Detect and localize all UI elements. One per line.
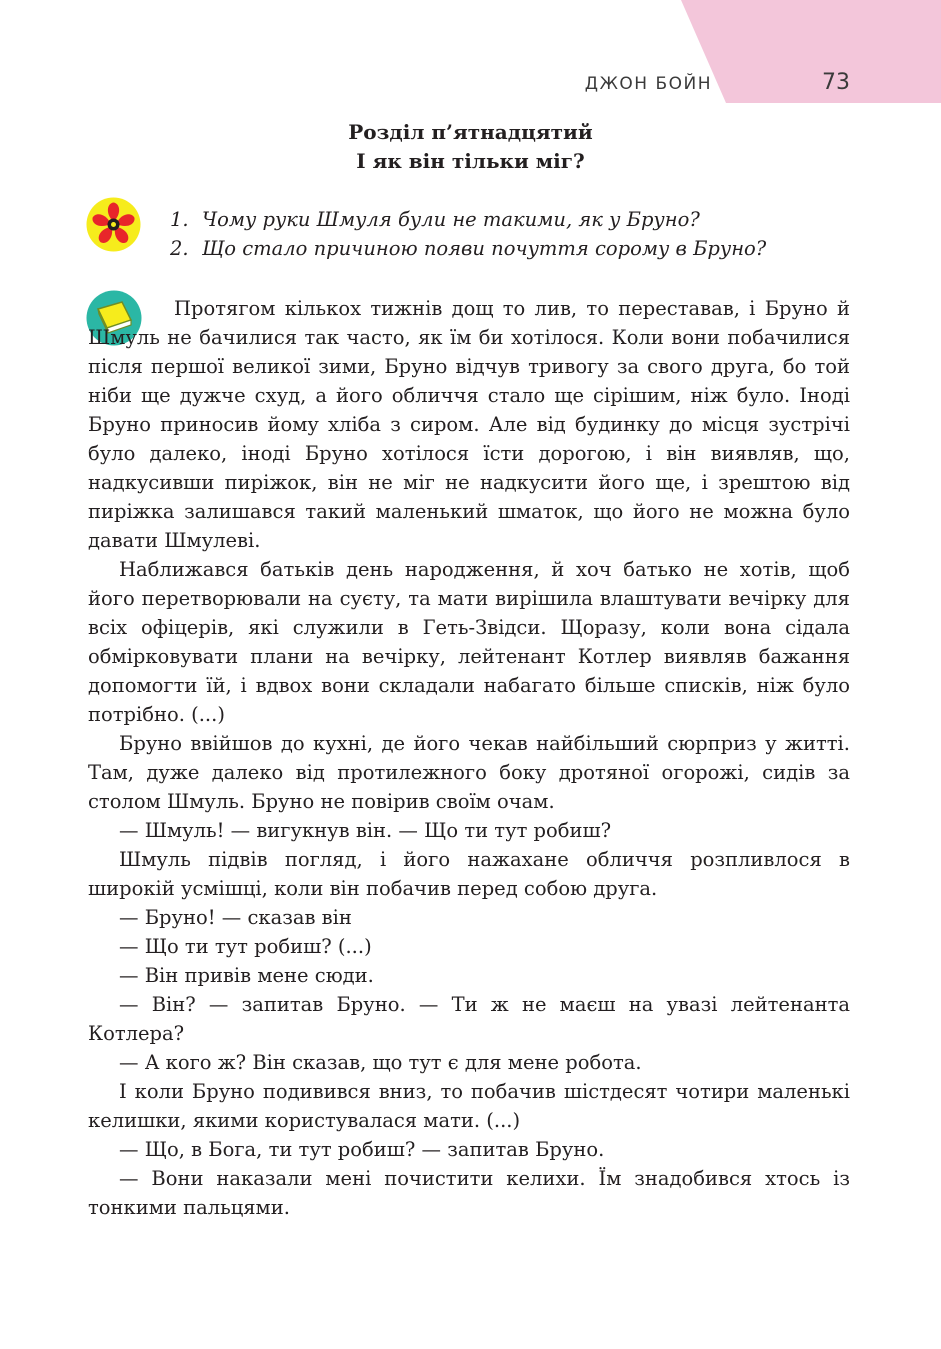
running-header-author: ДЖОН БОЙН [584, 74, 712, 94]
questions-list [170, 205, 890, 263]
paragraph: — Шмуль! — вигукнув він. — Що ти тут робиш? [119, 819, 612, 842]
story-text [88, 294, 850, 1222]
paragraph: — Вони наказали мені почистити келихи. Їм знадобився хтось із тонкими пальцями. [88, 1167, 850, 1219]
paragraph: — А кого ж? Він сказав, що тут є для мене робота. [119, 1051, 642, 1074]
paragraph: Бруно ввійшов до кухні, де його чекав найбільший сюрприз у житті. Там, дуже далеко від протилежного боку дротяної огорожі, сидів за столом Шмуль. Бруно не повірив своїм очам. [88, 732, 850, 813]
paragraph: І коли Бруно подивився вниз, то побачив шістдесят чотири маленькі келишки, якими користувалася мати. (...) [88, 1080, 850, 1132]
question-item: 1. Чому руки Шмуля були не такими, як у Бруно? [170, 208, 700, 231]
paragraph: Наближався батьків день народження, й хоч батько не хотів, щоб його перетворювали на суєту, та мати вирішила влаштувати вечірку для всіх офіцерів, які служили в Геть-Звідси. Щоразу, коли вона сідала обмірковувати плани на вечірку, лейтенант Котлер виявляв бажання допомогти їй, і вдвох вони складали набагато більше списків, ніж було потрібно. (...) [88, 558, 850, 726]
page-number: 73 [822, 70, 850, 95]
paragraph: — Що, в Бога, ти тут робиш? — запитав Бруно. [119, 1138, 605, 1161]
chapter-number: Розділ п’ятнадцятий [348, 120, 593, 144]
page-corner-tab [681, 0, 941, 103]
paragraph: Шмуль підвів погляд, і його нажахане обличчя розпливлося в широкій усмішці, коли він побачив перед собою друга. [88, 848, 850, 900]
paragraph: — Він? — запитав Бруно. — Ти ж не маєш на увазі лейтенанта Котлера? [88, 993, 850, 1045]
paragraph: Протягом кількох тижнів дощ то лив, то переставав, і Бруно й Шмуль не бачилися так часто, як їм би хотілося. Коли вони побачилися після першої великої зими, Бруно відчув тривогу за свого друга, бо той ніби ще дужче схуд, а його обличчя стало ще сірішим, ніж було. Іноді Бруно приносив йому хліба з сиром. Але від будинку до місця зустрічі було далеко, іноді Бруно хотілося їсти дорогою, і він виявляв, що, надкусивши пиріжок, він не міг не надкусити його ще, і зрештою від пиріжка залишався такий маленький шматок, що його не можна було давати Шмулеві. [88, 297, 850, 552]
paragraph: — Бруно! — сказав він [119, 906, 352, 929]
question-item: 2. Що стало причиною появи почуття сорому в Бруно? [170, 237, 767, 260]
chapter-title [0, 118, 941, 176]
paragraph: — Він привів мене сюди. [119, 964, 374, 987]
flower-icon [86, 197, 141, 252]
paragraph: — Що ти тут робиш? (...) [119, 935, 372, 958]
chapter-name: І як він тільки міг? [356, 149, 585, 173]
